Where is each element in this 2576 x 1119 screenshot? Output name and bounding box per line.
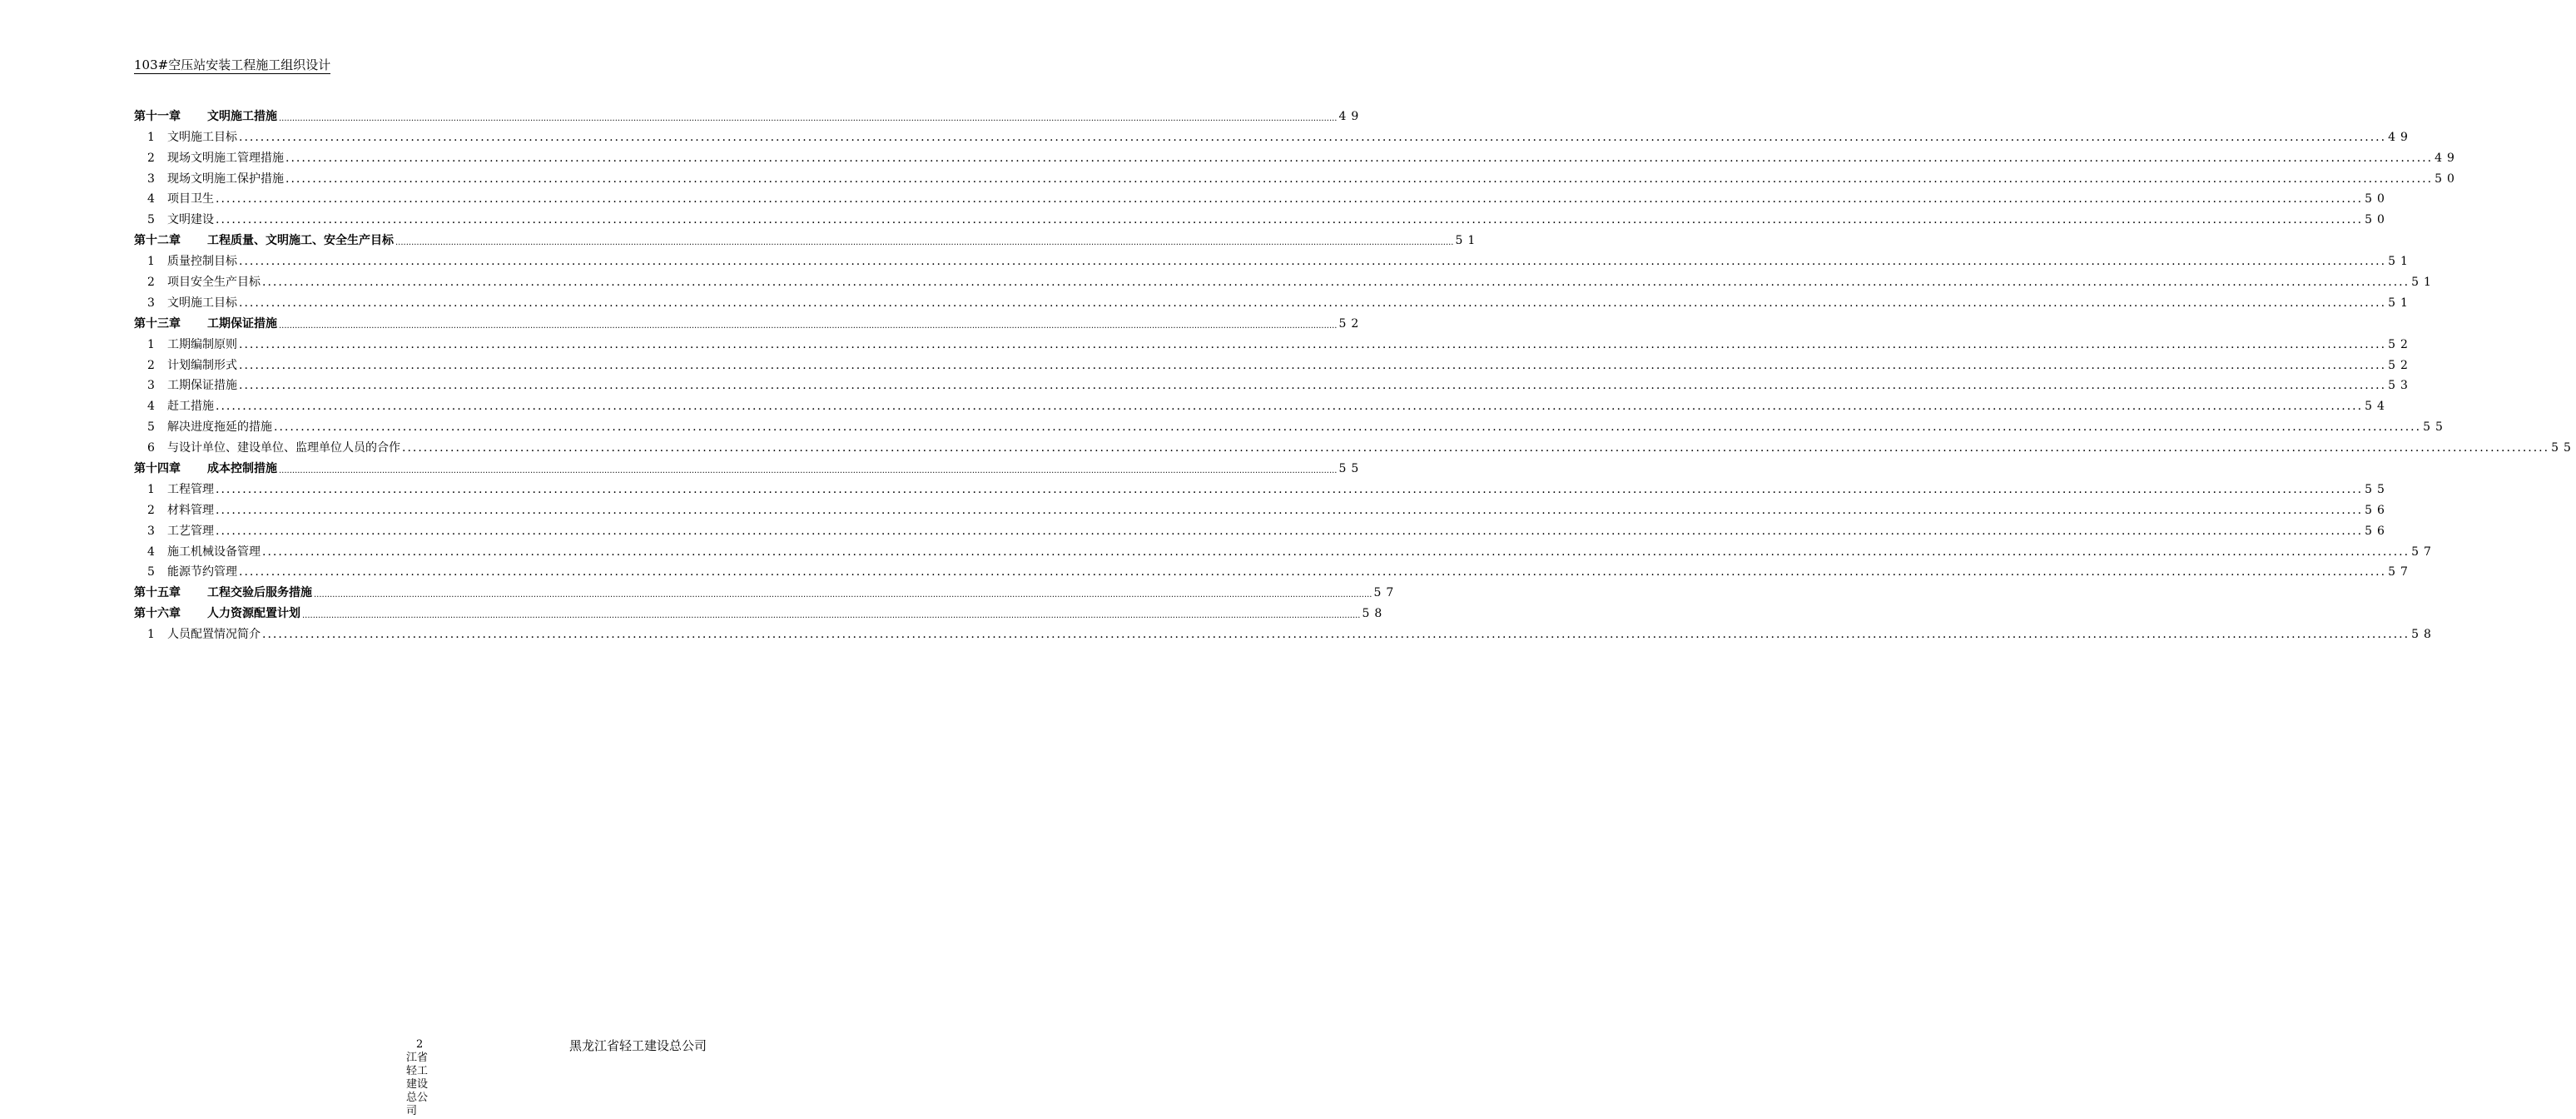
toc-page-number: 50	[2365, 213, 2390, 227]
toc-section-number: 1	[147, 337, 155, 351]
toc-page-number: 49	[2435, 151, 2459, 165]
toc-chapter-number: 第十五章	[134, 586, 181, 600]
toc-entry-title: 与设计单位、建设单位、监理单位人员的合作	[167, 441, 400, 455]
toc-entry-title: 成本控制措施	[207, 462, 277, 476]
toc-entry-title: 工程交验后服务措施	[207, 586, 312, 600]
toc-dot-leader: ................................................................................................................................................................................................................................................................................................................................................................................................................	[279, 113, 1338, 123]
toc-section-entry	[134, 188, 2390, 209]
toc-page-number: 58	[1362, 607, 1387, 621]
toc-entry-title: 工艺管理	[167, 524, 214, 538]
toc-entry-title: 工期编制原则	[167, 337, 237, 351]
toc-page-number: 52	[2388, 337, 2413, 351]
toc-dot-leader: ................................................................................................................................................................................................................................................................................................................................................................................................................	[216, 400, 2364, 414]
toc-chapter-number: 第十三章	[134, 316, 181, 331]
toc-entry-title: 材料管理	[167, 503, 214, 517]
toc-entry-title: 赶工措施	[167, 400, 214, 414]
toc-entry-title: 能源节约管理	[167, 565, 237, 579]
toc-section-number: 2	[147, 276, 155, 290]
toc-dot-leader: ................................................................................................................................................................................................................................................................................................................................................................................................................	[262, 628, 2410, 642]
toc-section-number: 1	[147, 628, 155, 642]
toc-dot-leader: ................................................................................................................................................................................................................................................................................................................................................................................................................	[314, 590, 1372, 600]
toc-page-number: 56	[2365, 524, 2390, 538]
toc-dot-leader: ................................................................................................................................................................................................................................................................................................................................................................................................................	[216, 503, 2364, 517]
toc-section-number: 1	[147, 255, 155, 269]
toc-dot-leader: ................................................................................................................................................................................................................................................................................................................................................................................................................	[216, 482, 2364, 496]
toc-section-number: 5	[147, 213, 155, 227]
toc-section-entry	[134, 375, 2413, 395]
toc-entry-title: 文明建设	[167, 213, 214, 227]
toc-page-number: 58	[2411, 628, 2436, 642]
toc-dot-leader: ................................................................................................................................................................................................................................................................................................................................................................................................................	[402, 441, 2550, 455]
toc-dot-leader: ................................................................................................................................................................................................................................................................................................................................................................................................................	[262, 276, 2410, 290]
toc-section-entry	[134, 167, 2459, 188]
toc-section-entry	[134, 478, 2390, 499]
toc-entry-title: 工期保证措施	[167, 379, 237, 393]
toc-section-entry	[134, 250, 2413, 271]
toc-chapter-entry	[134, 602, 1387, 623]
toc-dot-leader: ................................................................................................................................................................................................................................................................................................................................................................................................................	[395, 238, 1454, 248]
toc-dot-leader: ................................................................................................................................................................................................................................................................................................................................................................................................................	[279, 321, 1338, 331]
toc-section-entry	[134, 520, 2390, 540]
toc-chapter-entry	[134, 229, 1481, 250]
toc-section-entry	[134, 540, 2436, 561]
toc-entry-title: 现场文明施工管理措施	[167, 151, 284, 165]
toc-entry-title: 施工机械设备管理	[167, 545, 261, 559]
toc-section-entry	[134, 333, 2413, 354]
page-header-title: 103#空压站安装工程施工组织设计	[134, 57, 331, 72]
toc-dot-leader: ................................................................................................................................................................................................................................................................................................................................................................................................................	[262, 545, 2410, 559]
toc-dot-leader: ................................................................................................................................................................................................................................................................................................................................................................................................................	[239, 255, 2387, 269]
toc-page-number: 55	[2551, 441, 2576, 455]
toc-section-entry	[134, 271, 2436, 291]
toc-page-number: 57	[1373, 586, 1399, 600]
toc-dot-leader: ................................................................................................................................................................................................................................................................................................................................................................................................................	[239, 130, 2387, 144]
toc-page-number: 56	[2365, 503, 2390, 517]
toc-dot-leader: ................................................................................................................................................................................................................................................................................................................................................................................................................	[216, 213, 2364, 227]
toc-entry-title: 人员配置情况简介	[167, 628, 261, 642]
toc-section-number: 3	[147, 296, 155, 310]
toc-page-number: 51	[1455, 234, 1481, 248]
toc-section-entry	[134, 126, 2413, 147]
toc-entry-title: 质量控制目标	[167, 255, 237, 269]
toc-page-number: 55	[2365, 482, 2390, 496]
toc-dot-leader: ................................................................................................................................................................................................................................................................................................................................................................................................................	[274, 420, 2422, 435]
toc-section-number: 5	[147, 420, 155, 435]
toc-page-number: 57	[2411, 545, 2436, 559]
footer-company-name: 黑龙江省轻工建设总公司	[569, 1038, 707, 1053]
toc-entry-title: 工程质量、文明施工、安全生产目标	[207, 234, 394, 248]
toc-dot-leader: ................................................................................................................................................................................................................................................................................................................................................................................................................	[285, 151, 2434, 165]
toc-entry-title: 解决进度拖延的措施	[167, 420, 272, 435]
toc-page-number: 51	[2411, 276, 2436, 290]
toc-dot-leader: ................................................................................................................................................................................................................................................................................................................................................................................................................	[239, 358, 2387, 372]
toc-entry-title: 工期保证措施	[207, 316, 277, 331]
toc-page-number: 53	[2388, 379, 2413, 393]
toc-chapter-entry	[134, 312, 1364, 333]
toc-section-number: 2	[147, 358, 155, 372]
toc-entry-title: 计划编制形式	[167, 358, 237, 372]
toc-entry-title: 项目卫生	[167, 192, 214, 206]
toc-page-number: 57	[2388, 565, 2413, 579]
toc-page-number: 55	[1338, 462, 1364, 476]
toc-section-entry	[134, 147, 2459, 167]
toc-dot-leader: ................................................................................................................................................................................................................................................................................................................................................................................................................	[216, 192, 2364, 206]
toc-section-number: 2	[147, 503, 155, 517]
toc-entry-title: 文明施工目标	[167, 130, 237, 144]
toc-entry-title: 文明施工措施	[207, 109, 277, 123]
toc-entry-title: 现场文明施工保护措施	[167, 172, 284, 186]
toc-section-number: 3	[147, 379, 155, 393]
toc-section-number: 4	[147, 400, 155, 414]
toc-entry-title: 项目安全生产目标	[167, 276, 261, 290]
toc-section-number: 2	[147, 151, 155, 165]
toc-section-entry	[134, 499, 2390, 520]
toc-chapter-entry	[134, 457, 1364, 478]
toc-page-number: 54	[2365, 400, 2390, 414]
toc-page-number: 51	[2388, 255, 2413, 269]
toc-section-entry	[134, 291, 2413, 312]
toc-section-entry	[134, 436, 2576, 457]
toc-entry-title: 工程管理	[167, 482, 214, 496]
toc-dot-leader: ................................................................................................................................................................................................................................................................................................................................................................................................................	[302, 611, 1361, 621]
footer-vertical-company-text: 江省轻工建设总公司	[406, 1052, 429, 1117]
toc-chapter-number: 第十二章	[134, 234, 181, 248]
footer-page-number: 2	[416, 1038, 424, 1051]
toc-chapter-number: 第十四章	[134, 462, 181, 476]
toc-section-number: 5	[147, 565, 155, 579]
toc-dot-leader: ................................................................................................................................................................................................................................................................................................................................................................................................................	[239, 565, 2387, 579]
toc-page-number: 52	[2388, 358, 2413, 372]
toc-page-number: 55	[2423, 420, 2448, 435]
toc-dot-leader: ................................................................................................................................................................................................................................................................................................................................................................................................................	[239, 337, 2387, 351]
toc-chapter-number: 第十六章	[134, 607, 181, 621]
toc-section-entry	[134, 561, 2413, 582]
toc-section-entry	[134, 623, 2436, 644]
toc-section-number: 1	[147, 130, 155, 144]
toc-page-number: 52	[1338, 316, 1364, 331]
toc-page-number: 51	[2388, 296, 2413, 310]
toc-section-entry	[134, 395, 2390, 415]
toc-section-number: 4	[147, 192, 155, 206]
toc-chapter-entry	[134, 105, 1364, 126]
toc-section-entry	[134, 415, 2448, 436]
toc-page-number: 50	[2365, 192, 2390, 206]
toc-dot-leader: ................................................................................................................................................................................................................................................................................................................................................................................................................	[285, 172, 2434, 186]
toc-dot-leader: ................................................................................................................................................................................................................................................................................................................................................................................................................	[216, 524, 2364, 538]
toc-page-number: 49	[1338, 109, 1364, 123]
toc-page-number: 50	[2435, 172, 2459, 186]
table-of-contents	[134, 105, 2576, 644]
toc-section-number: 4	[147, 545, 155, 559]
toc-section-entry	[134, 354, 2413, 375]
toc-page-number: 49	[2388, 130, 2413, 144]
toc-entry-title: 人力资源配置计划	[207, 607, 300, 621]
toc-section-number: 3	[147, 524, 155, 538]
toc-entry-title: 文明施工目标	[167, 296, 237, 310]
toc-dot-leader: ................................................................................................................................................................................................................................................................................................................................................................................................................	[239, 296, 2387, 310]
toc-section-number: 1	[147, 482, 155, 496]
toc-chapter-entry	[134, 581, 1399, 602]
toc-section-entry	[134, 208, 2390, 229]
toc-section-number: 3	[147, 172, 155, 186]
toc-dot-leader: ................................................................................................................................................................................................................................................................................................................................................................................................................	[279, 466, 1338, 476]
toc-dot-leader: ................................................................................................................................................................................................................................................................................................................................................................................................................	[239, 379, 2387, 393]
toc-section-number: 6	[147, 441, 155, 455]
toc-chapter-number: 第十一章	[134, 109, 181, 123]
